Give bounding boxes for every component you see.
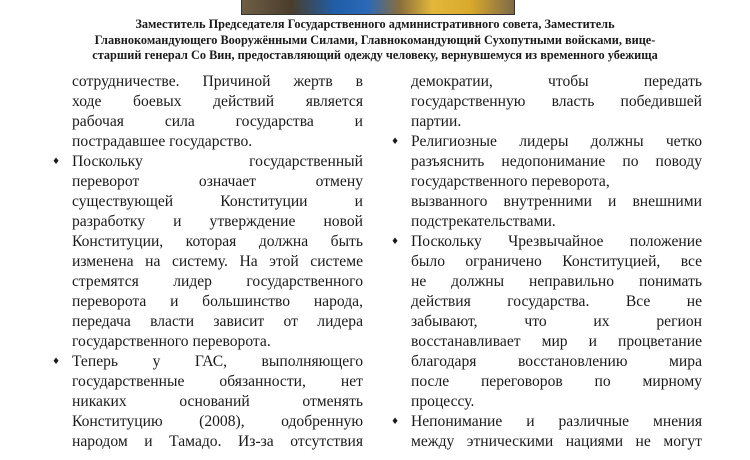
text-line: изменена на систему. На этой системе bbox=[72, 253, 363, 270]
text-line: не должны неправильно понимать bbox=[411, 273, 702, 290]
diamond-bullet-icon: ♦ bbox=[391, 417, 400, 427]
left-column bbox=[52, 72, 363, 452]
continuation-paragraph bbox=[72, 72, 363, 152]
text-line: благодаря восстановлению мира bbox=[411, 353, 702, 370]
text-line: стремятся лидер государственного bbox=[72, 273, 363, 290]
bullet-item bbox=[391, 232, 702, 412]
caption-line: Главнокомандующего Вооружёнными Силами, Главнокомандующий Сухопутными войсками, вице- bbox=[94, 32, 656, 47]
bullet-item bbox=[391, 132, 702, 232]
text-line: переворот означает отмену bbox=[72, 173, 363, 190]
text-line: демократии, чтобы передать bbox=[411, 73, 702, 90]
text-line: партии. bbox=[411, 113, 462, 130]
diamond-bullet-icon: ♦ bbox=[391, 137, 400, 147]
text-line: восстанавливает мир и процветание bbox=[411, 333, 702, 350]
text-line: государственного переворота. bbox=[72, 333, 271, 350]
text-line: передача власти зависит от лидера bbox=[72, 313, 363, 330]
text-line: переворота и большинство народа, bbox=[72, 293, 363, 310]
text-line: Конституции, которая должна быть bbox=[72, 233, 363, 250]
continuation-paragraph bbox=[411, 72, 702, 132]
text-line: государственного переворота, bbox=[411, 173, 610, 190]
right-column bbox=[391, 72, 702, 452]
text-line: было ограничено Конституцией, все bbox=[411, 253, 702, 270]
text-line: Конституцию (2008), одобренную bbox=[72, 413, 363, 430]
text-line: Теперь у ГАС, выполняющего bbox=[72, 353, 363, 370]
photo-caption bbox=[60, 17, 690, 64]
caption-line: старший генерал Со Вин, предоставляющий одежду человеку, вернувшемуся из временного убежища bbox=[92, 48, 658, 62]
diamond-bullet-icon: ♦ bbox=[52, 357, 61, 367]
text-line: разработку и утверждение новой bbox=[72, 213, 363, 230]
diamond-bullet-icon: ♦ bbox=[52, 157, 61, 167]
text-line: разъяснить недопонимание по поводу bbox=[411, 153, 702, 170]
text-line: Поскольку государственный bbox=[72, 153, 363, 170]
bullet-item bbox=[52, 352, 363, 452]
caption-line: Заместитель Председателя Государственного административного совета, Заместитель bbox=[135, 17, 615, 31]
text-line: Религиозные лидеры должны четко bbox=[411, 133, 702, 150]
text-line: Поскольку Чрезвычайное положение bbox=[411, 233, 702, 250]
text-line: рабочая сила государства и bbox=[72, 113, 363, 130]
bullet-item bbox=[391, 412, 702, 452]
text-line: после переговоров по мирному bbox=[411, 373, 702, 390]
text-line: пострадавшее государство. bbox=[72, 133, 253, 150]
bullet-item bbox=[52, 152, 363, 352]
text-line: государственные обязанности, нет bbox=[72, 373, 363, 390]
text-line: действия государства. Все не bbox=[411, 293, 702, 310]
text-line: между этническими нациями не могут bbox=[411, 433, 702, 450]
text-line: существующей Конституции и bbox=[72, 193, 363, 210]
text-line: забывают, что их регион bbox=[411, 313, 702, 330]
diamond-bullet-icon: ♦ bbox=[391, 237, 400, 247]
text-line: Непонимание и различные мнения bbox=[411, 413, 702, 430]
text-line: народом и Тамадо. Из-за отсутствия bbox=[72, 433, 363, 450]
text-line: сотрудничестве. Причиной жертв в bbox=[72, 73, 363, 90]
text-line: государственную власть победившей bbox=[411, 93, 702, 110]
photo bbox=[241, 0, 515, 15]
text-line: процессу. bbox=[411, 393, 475, 410]
text-line: никаких оснований отменять bbox=[72, 393, 363, 410]
text-line: подстрекательствами. bbox=[411, 213, 556, 230]
text-line: вызванного внутренними и внешними bbox=[411, 193, 702, 210]
text-line: ходе боевых действий является bbox=[72, 93, 363, 110]
